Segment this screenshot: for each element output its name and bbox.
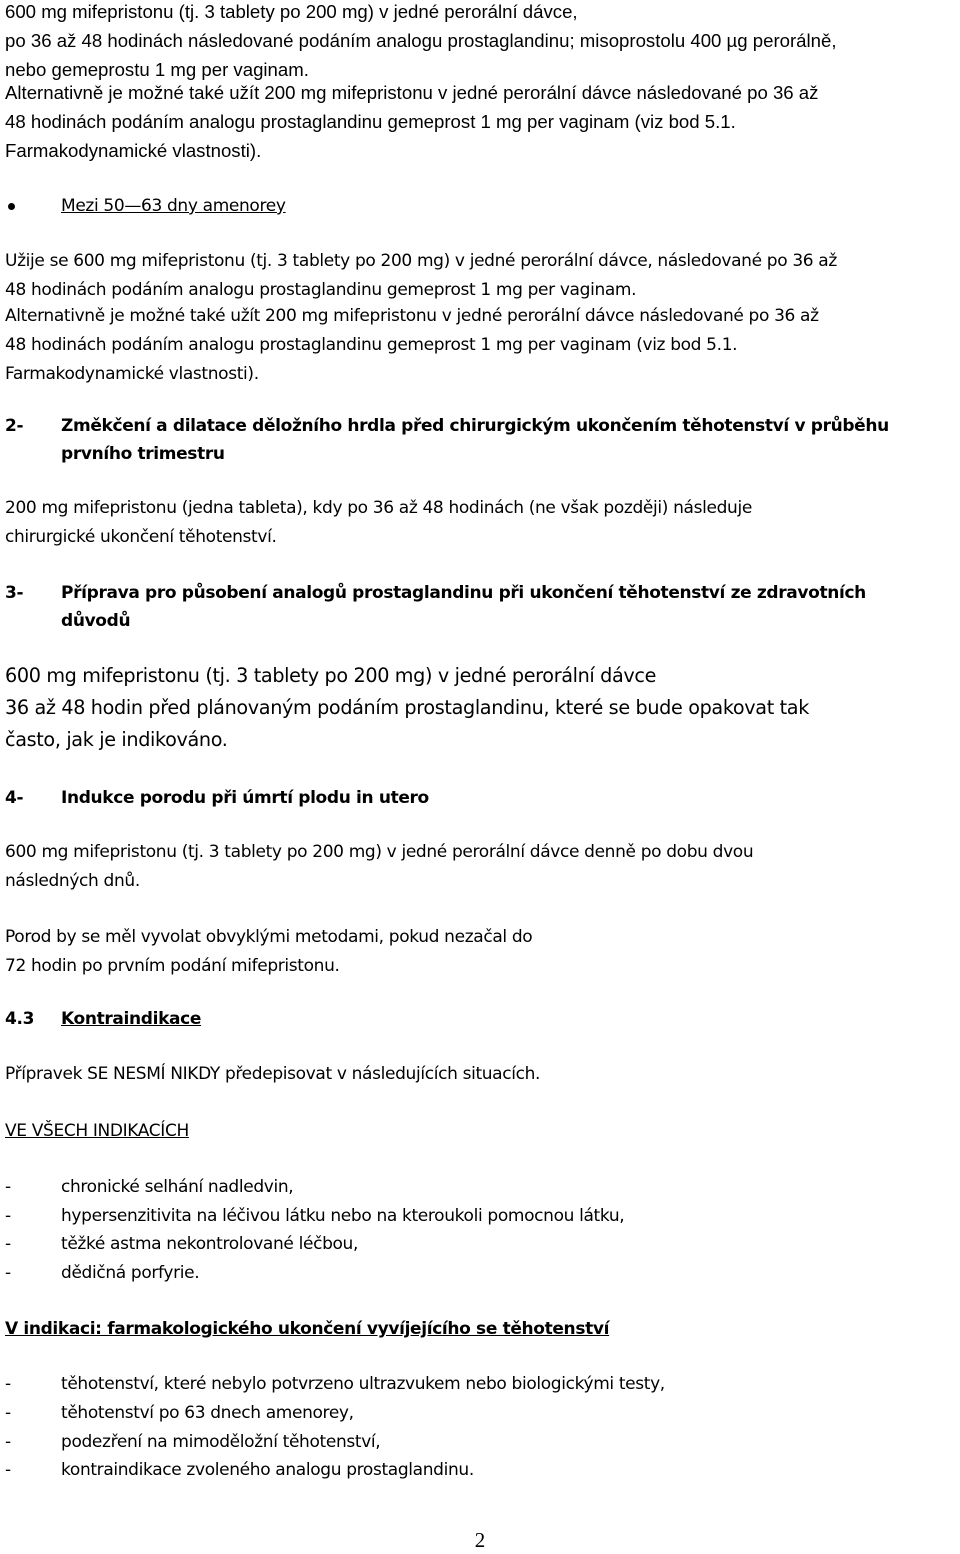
paragraph-line: po 36 až 48 hodinách následované podáním analogu prostaglandinu; misoprostolu 400 µg perorálně, <box>5 30 837 51</box>
paragraph-line: 72 hodin po prvním podání mifepristonu. <box>5 956 340 976</box>
list-item: těhotenství, které nebylo potvrzeno ultrazvukem nebo biologickými testy, <box>61 1374 665 1394</box>
section-heading: prvního trimestru <box>61 444 225 464</box>
paragraph-line: následných dnů. <box>5 871 140 891</box>
paragraph-line: Porod by se měl vyvolat obvyklými metodami, pokud nezačal do <box>5 927 533 947</box>
paragraph-line: 200 mg mifepristonu (jedna tableta), kdy po 36 až 48 hodinách (ne však později) následuje <box>5 498 752 518</box>
subsection-heading: V indikaci: farmakologického ukončení vyvíjejícího se těhotenství <box>5 1319 610 1339</box>
section-title: Kontraindikace <box>61 1009 202 1029</box>
list-dash: - <box>5 1460 11 1480</box>
paragraph-line: často, jak je indikováno. <box>5 728 228 751</box>
list-dash: - <box>5 1177 11 1197</box>
section-heading: Indukce porodu při úmrtí plodu in utero <box>61 788 429 808</box>
list-item: kontraindikace zvoleného analogu prostaglandinu. <box>61 1460 474 1480</box>
section-number: 4- <box>5 788 24 808</box>
paragraph-line: 48 hodinách podáním analogu prostaglandinu gemeprost 1 mg per vaginam. <box>5 280 637 300</box>
paragraph-line: Alternativně je možné také užít 200 mg mifepristonu v jedné perorální dávce následované po 36 až <box>5 306 819 326</box>
section-number: 4.3 <box>5 1009 35 1029</box>
list-item: dědičná porfyrie. <box>61 1263 200 1283</box>
paragraph-line: Přípravek SE NESMÍ NIKDY předepisovat v následujících situacích. <box>5 1064 541 1084</box>
list-item: těhotenství po 63 dnech amenorey, <box>61 1403 354 1423</box>
section-number: 2- <box>5 416 24 436</box>
paragraph-line: Užije se 600 mg mifepristonu (tj. 3 tablety po 200 mg) v jedné perorální dávce, následované po 36 až <box>5 251 837 271</box>
bullet-label: Mezi 50—63 dny amenorey <box>61 196 286 216</box>
section-heading: důvodů <box>61 611 131 631</box>
paragraph-line: Alternativně je možné také užít 200 mg mifepristonu v jedné perorální dávce následované po 36 až <box>5 82 819 103</box>
paragraph-line: 48 hodinách podáním analogu prostaglandinu gemeprost 1 mg per vaginam (viz bod 5.1. <box>5 335 738 355</box>
paragraph-line: Farmakodynamické vlastnosti). <box>5 364 259 384</box>
list-dash: - <box>5 1263 11 1283</box>
paragraph-line: chirurgické ukončení těhotenství. <box>5 527 277 547</box>
list-dash: - <box>5 1432 11 1452</box>
list-item: těžké astma nekontrolované léčbou, <box>61 1234 359 1254</box>
page-number: 2 <box>474 1528 486 1552</box>
paragraph-line: 36 až 48 hodin před plánovaným podáním prostaglandinu, které se bude opakovat tak <box>5 696 809 719</box>
list-item: hypersenzitivita na léčivou látku nebo na kteroukoli pomocnou látku, <box>61 1206 625 1226</box>
subsection-heading: VE VŠECH INDIKACÍCH <box>5 1121 189 1141</box>
paragraph-line: 48 hodinách podáním analogu prostaglandinu gemeprost 1 mg per vaginam (viz bod 5.1. <box>5 111 736 132</box>
list-dash: - <box>5 1206 11 1226</box>
paragraph-line: 600 mg mifepristonu (tj. 3 tablety po 200 mg) v jedné perorální dávce <box>5 664 657 687</box>
list-dash: - <box>5 1374 11 1394</box>
bullet-icon <box>8 203 15 210</box>
section-heading: Změkčení a dilatace děložního hrdla před chirurgickým ukončením těhotenství v průběhu <box>61 416 889 436</box>
list-dash: - <box>5 1234 11 1254</box>
paragraph-line: nebo gemeprostu 1 mg per vaginam. <box>5 59 309 80</box>
list-item: podezření na mimoděložní těhotenství, <box>61 1432 381 1452</box>
paragraph-line: 600 mg mifepristonu (tj. 3 tablety po 200 mg) v jedné perorální dávce denně po dobu dvou <box>5 842 754 862</box>
list-dash: - <box>5 1403 11 1423</box>
paragraph-line: Farmakodynamické vlastnosti). <box>5 140 262 161</box>
list-item: chronické selhání nadledvin, <box>61 1177 294 1197</box>
section-heading: Příprava pro působení analogů prostaglandinu při ukončení těhotenství ze zdravotních <box>61 583 866 603</box>
paragraph-line: 600 mg mifepristonu (tj. 3 tablety po 200 mg) v jedné perorální dávce, <box>5 1 578 22</box>
section-number: 3- <box>5 583 24 603</box>
